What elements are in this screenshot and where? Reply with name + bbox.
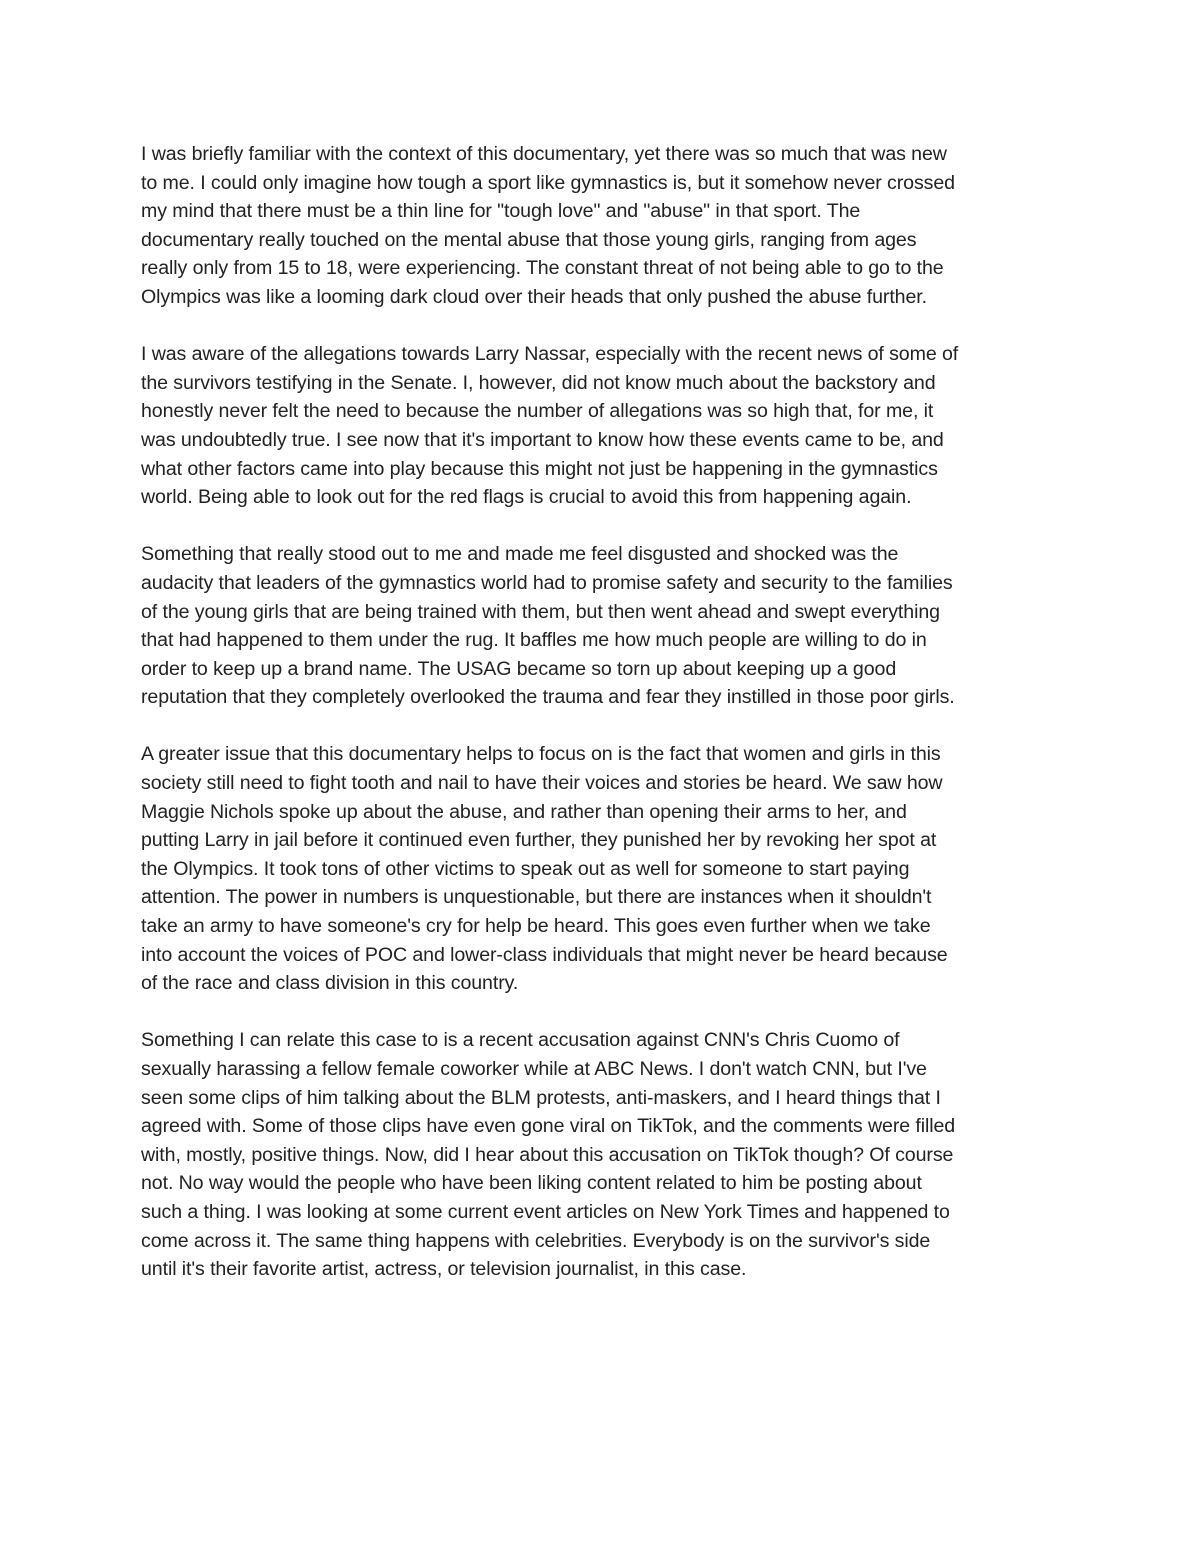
- text-line: I was briefly familiar with the context of this documentary, yet there was so much that was new: [141, 143, 947, 165]
- text-line: documentary really touched on the mental abuse that those young girls, ranging from ages: [141, 228, 917, 251]
- text-line: agreed with. Some of those clips have even gone viral on TikTok, and the comments were filled: [141, 1115, 956, 1138]
- paragraph-4: [141, 740, 1071, 997]
- text-line: not. No way would the people who have been liking content related to him be posting about: [141, 1172, 922, 1195]
- paragraph-1: [141, 140, 1071, 312]
- text-line: order to keep up a brand name. The USAG became so torn up about keeping up a good: [141, 657, 897, 680]
- text-line: of the young girls that are being trained with them, but then went ahead and swept everything: [141, 600, 940, 623]
- text-line: what other factors came into play because this might not just be happening in the gymnastics: [141, 457, 938, 480]
- text-line: that had happened to them under the rug. It baffles me how much people are willing to do in: [141, 629, 927, 652]
- text-line: such a thing. I was looking at some current event articles on New York Times and happened to: [141, 1200, 950, 1223]
- text-line: honestly never felt the need to because the number of allegations was so high that, for me, it: [141, 400, 934, 423]
- document-body: [141, 140, 1071, 1312]
- text-line: of the race and class division in this country.: [141, 972, 519, 995]
- text-line: putting Larry in jail before it continued even further, they punished her by revoking her spot at: [141, 829, 937, 852]
- text-line: my mind that there must be a thin line for "tough love" and "abuse" in that sport. The: [141, 200, 861, 223]
- text-line: attention. The power in numbers is unquestionable, but there are instances when it shouldn't: [141, 886, 932, 909]
- text-line: Something I can relate this case to is a recent accusation against CNN's Chris Cuomo of: [141, 1029, 900, 1052]
- text-line: take an army to have someone's cry for help be heard. This goes even further when we take: [141, 915, 931, 938]
- text-line: world. Being able to look out for the red flags is crucial to avoid this from happening again.: [141, 486, 912, 509]
- paragraph-2: [141, 340, 1071, 512]
- text-line: really only from 15 to 18, were experiencing. The constant threat of not being able to go to the: [141, 257, 944, 280]
- text-line: A greater issue that this documentary helps to focus on is the fact that women and girls in this: [141, 743, 941, 766]
- text-line: until it's their favorite artist, actress, or television journalist, in this case.: [141, 1258, 747, 1281]
- text-line: the survivors testifying in the Senate. I, however, did not know much about the backstory and: [141, 371, 936, 394]
- text-line: Maggie Nichols spoke up about the abuse, and rather than opening their arms to her, and: [141, 800, 907, 823]
- text-line: reputation that they completely overlooked the trauma and fear they instilled in those poor girls.: [141, 686, 955, 709]
- text-line: seen some clips of him talking about the BLM protests, anti-maskers, and I heard things that I: [141, 1086, 941, 1109]
- text-line: into account the voices of POC and lower-class individuals that might never be heard because: [141, 943, 948, 966]
- text-line: the Olympics. It took tons of other victims to speak out as well for someone to start paying: [141, 857, 910, 880]
- text-line: Olympics was like a looming dark cloud over their heads that only pushed the abuse further.: [141, 285, 927, 308]
- text-line: audacity that leaders of the gymnastics world had to promise safety and security to the families: [141, 571, 953, 594]
- text-line: come across it. The same thing happens with celebrities. Everybody is on the survivor's side: [141, 1229, 931, 1252]
- paragraph-5: [141, 1026, 1071, 1283]
- text-line: Something that really stood out to me and made me feel disgusted and shocked was the: [141, 543, 899, 566]
- text-line: with, mostly, positive things. Now, did I hear about this accusation on TikTok though? Of course: [141, 1143, 954, 1166]
- text-line: sexually harassing a fellow female coworker while at ABC News. I don't watch CNN, but I've: [141, 1058, 927, 1080]
- text-line: society still need to fight tooth and nail to have their voices and stories be heard. We saw how: [141, 772, 943, 795]
- paragraph-3: [141, 540, 1071, 712]
- text-line: I was aware of the allegations towards Larry Nassar, especially with the recent news of some of: [141, 343, 959, 366]
- text-line: was undoubtedly true. I see now that it's important to know how these events came to be, and: [141, 428, 944, 451]
- text-line: to me. I could only imagine how tough a sport like gymnastics is, but it somehow never crossed: [141, 171, 955, 194]
